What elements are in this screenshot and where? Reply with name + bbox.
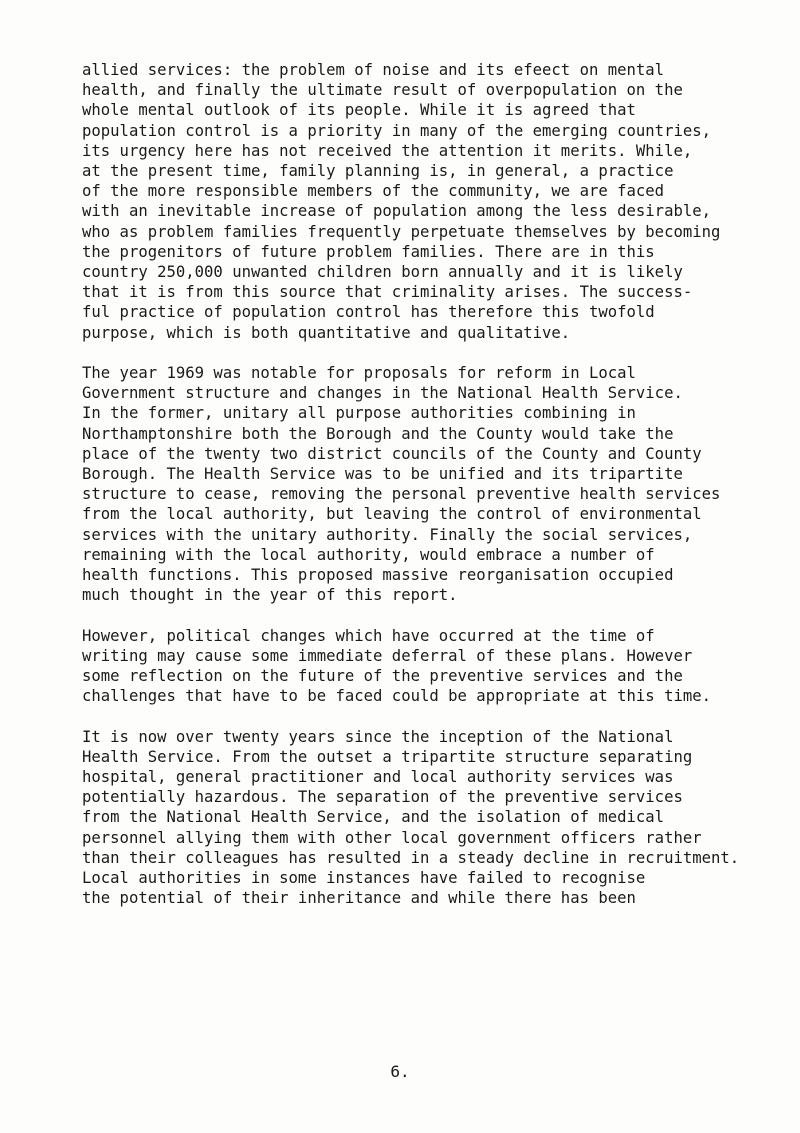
body-text xyxy=(82,60,762,929)
text-line: purpose, which is both quantitative and qualitative. xyxy=(82,323,571,342)
text-line: who as problem families frequently perpetuate themselves by becoming xyxy=(82,222,721,241)
text-line: potentially hazardous. The separation of the preventive services xyxy=(82,788,683,807)
text-line: at the present time, family planning is, in general, a practice xyxy=(82,162,674,181)
text-line: ful practice of population control has therefore this twofold xyxy=(82,303,655,322)
text-line: population control is a priority in many of the emerging countries, xyxy=(82,121,712,140)
text-line: remaining with the local authority, would embrace a number of xyxy=(82,545,655,564)
text-line: writing may cause some immediate deferral of these plans. However xyxy=(82,646,693,665)
text-line: much thought in the year of this report. xyxy=(82,586,458,605)
text-line: challenges that have to be faced could be appropriate at this time. xyxy=(82,687,712,706)
paragraph-4 xyxy=(82,727,762,909)
text-line: structure to cease, removing the personal preventive health services xyxy=(82,485,721,504)
text-line: some reflection on the future of the preventive services and the xyxy=(82,667,683,686)
text-line: In the former, unitary all purpose authorities combining in xyxy=(82,404,636,423)
text-line: the progenitors of future problem families. There are in this xyxy=(82,242,655,261)
text-line: The year 1969 was notable for proposals for reform in Local xyxy=(82,364,636,383)
text-line: from the National Health Service, and the isolation of medical xyxy=(82,808,665,827)
text-line: Government structure and changes in the National Health Service. xyxy=(82,384,683,403)
text-line: It is now over twenty years since the inception of the National xyxy=(82,727,674,746)
text-line: country 250,000 unwanted children born annually and it is likely xyxy=(82,263,683,282)
text-line: allied services: the problem of noise and its efeect on mental xyxy=(82,61,665,79)
text-line: from the local authority, but leaving the control of environmental xyxy=(82,505,702,524)
text-line: whole mental outlook of its people. While it is agreed that xyxy=(82,101,636,120)
text-line: Northamptonshire both the Borough and the County would take the xyxy=(82,424,674,443)
text-line: Health Service. From the outset a tripartite structure separating xyxy=(82,747,693,766)
text-line: than their colleagues has resulted in a steady decline in recruitment. xyxy=(82,848,740,867)
text-line: of the more responsible members of the community, we are faced xyxy=(82,182,665,201)
text-line: services with the unitary authority. Finally the social services, xyxy=(82,525,693,544)
text-line: personnel allying them with other local government officers rather xyxy=(82,828,702,847)
paragraph-3 xyxy=(82,626,762,707)
paragraph-2 xyxy=(82,363,762,605)
text-line: the potential of their inheritance and while there has been xyxy=(82,889,636,908)
text-line: health, and finally the ultimate result of overpopulation on the xyxy=(82,81,683,100)
text-line: with an inevitable increase of population among the less desirable, xyxy=(82,202,712,221)
text-line: health functions. This proposed massive reorganisation occupied xyxy=(82,566,674,585)
text-line: its urgency here has not received the attention it merits. While, xyxy=(82,141,693,160)
paragraph-1 xyxy=(82,60,762,343)
text-line: Borough. The Health Service was to be unified and its tripartite xyxy=(82,465,683,484)
text-line: Local authorities in some instances have failed to recognise xyxy=(82,869,646,888)
text-line: that it is from this source that criminality arises. The success- xyxy=(82,283,693,302)
text-line: hospital, general practitioner and local authority services was xyxy=(82,768,674,787)
page-number: 6. xyxy=(390,1062,410,1081)
text-line: However, political changes which have occurred at the time of xyxy=(82,626,655,645)
text-line: place of the twenty two district councils of the County and County xyxy=(82,444,702,463)
